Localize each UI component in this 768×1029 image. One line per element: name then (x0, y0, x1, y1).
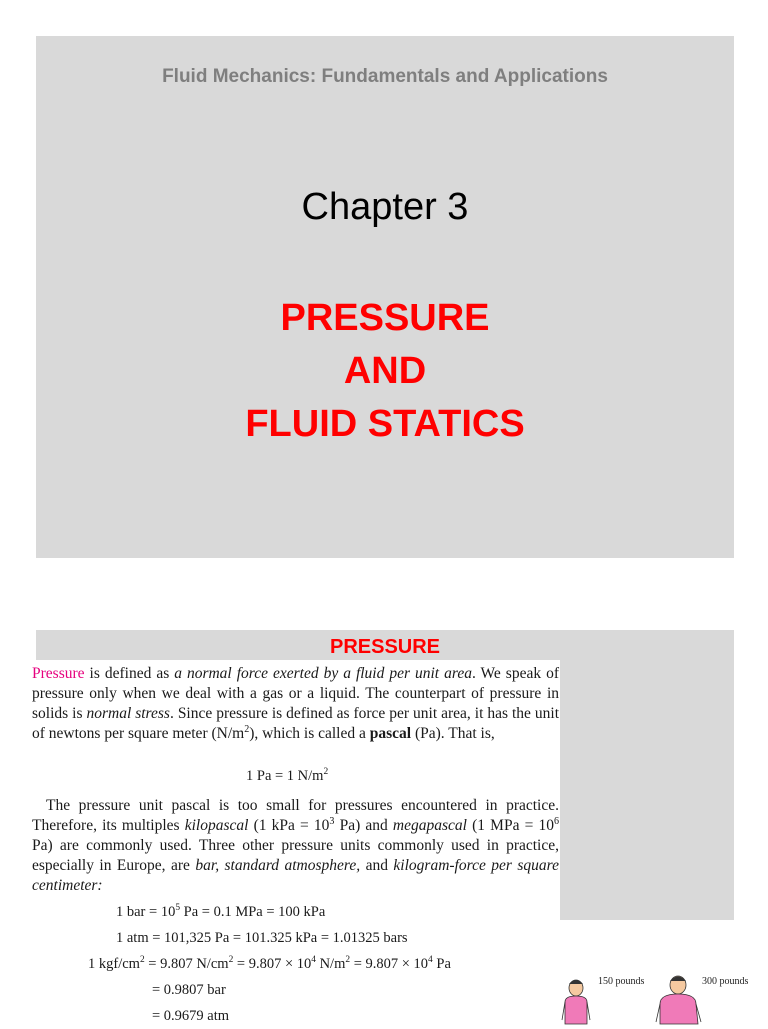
definition-paragraph: Pressure is defined as a normal force exerted by a fluid per unit area. We speak of pressure only when we deal with a gas or a liquid. The counterpart of pressure in solids is normal stress. Since pressure is defined as force per unit area, it has the unit of newtons per square meter $(N/m^2)$, which is called a pascal (Pa). That is, (32, 665, 560, 742)
label-150-pounds: 150 pounds (598, 976, 645, 987)
equation-bar-result: = 0.9807 bar (152, 982, 226, 998)
equation-bar: 1 bar = $10^5$ Pa = 0.1 MPa = 100 kPa (116, 903, 326, 920)
equation-pascal: 1 Pa = 1 $N/m^2$ (246, 767, 329, 784)
equation-atm: 1 atm = 101,325 Pa = 101.325 kPa = 1.01325 bars (116, 930, 408, 946)
term-pressure: Pressure (32, 665, 85, 682)
person-300-pounds-icon (656, 976, 701, 1024)
title-slide (36, 36, 734, 558)
chapter-title (36, 292, 734, 451)
weight-comparison-figure (560, 920, 749, 1024)
pressure-slide (32, 630, 749, 1024)
person-150-pounds-icon (562, 980, 590, 1024)
textbook-excerpt (32, 660, 560, 1024)
equation-atm-result: = 0.9679 atm (152, 1008, 230, 1024)
equation-kgf: 1 kgf/$cm^2 = 9.807$ $N/cm^2 = 9.807 \times 10^4$ $N/m^2 = 9.807 \times 10^4$ Pa (88, 955, 451, 972)
chapter-title-line-3: FLUID STATICS (245, 403, 525, 445)
slide-heading: PRESSURE (329, 636, 441, 658)
people-illustration (560, 920, 749, 1024)
chapter-number: Chapter 3 (301, 186, 469, 228)
units-paragraph: The pressure unit pascal is too small for pressures encountered in practice. Therefore, its multiples kilopascal (1 kPa = $10^3$ Pa) and megapascal (1 MPa = $10^6$ Pa) are commonly used. Three other pressure units commonly used in practice, especially in Europe, are bar, standard atmosphere, and kilogram-force per square centimeter: (32, 797, 559, 894)
course-title: Fluid Mechanics: Fundamentals and Applications (162, 66, 608, 87)
chapter-title-line-1: PRESSURE (280, 297, 490, 339)
label-300-pounds: 300 pounds (702, 976, 749, 987)
chapter-title-line-2: AND (343, 350, 427, 392)
